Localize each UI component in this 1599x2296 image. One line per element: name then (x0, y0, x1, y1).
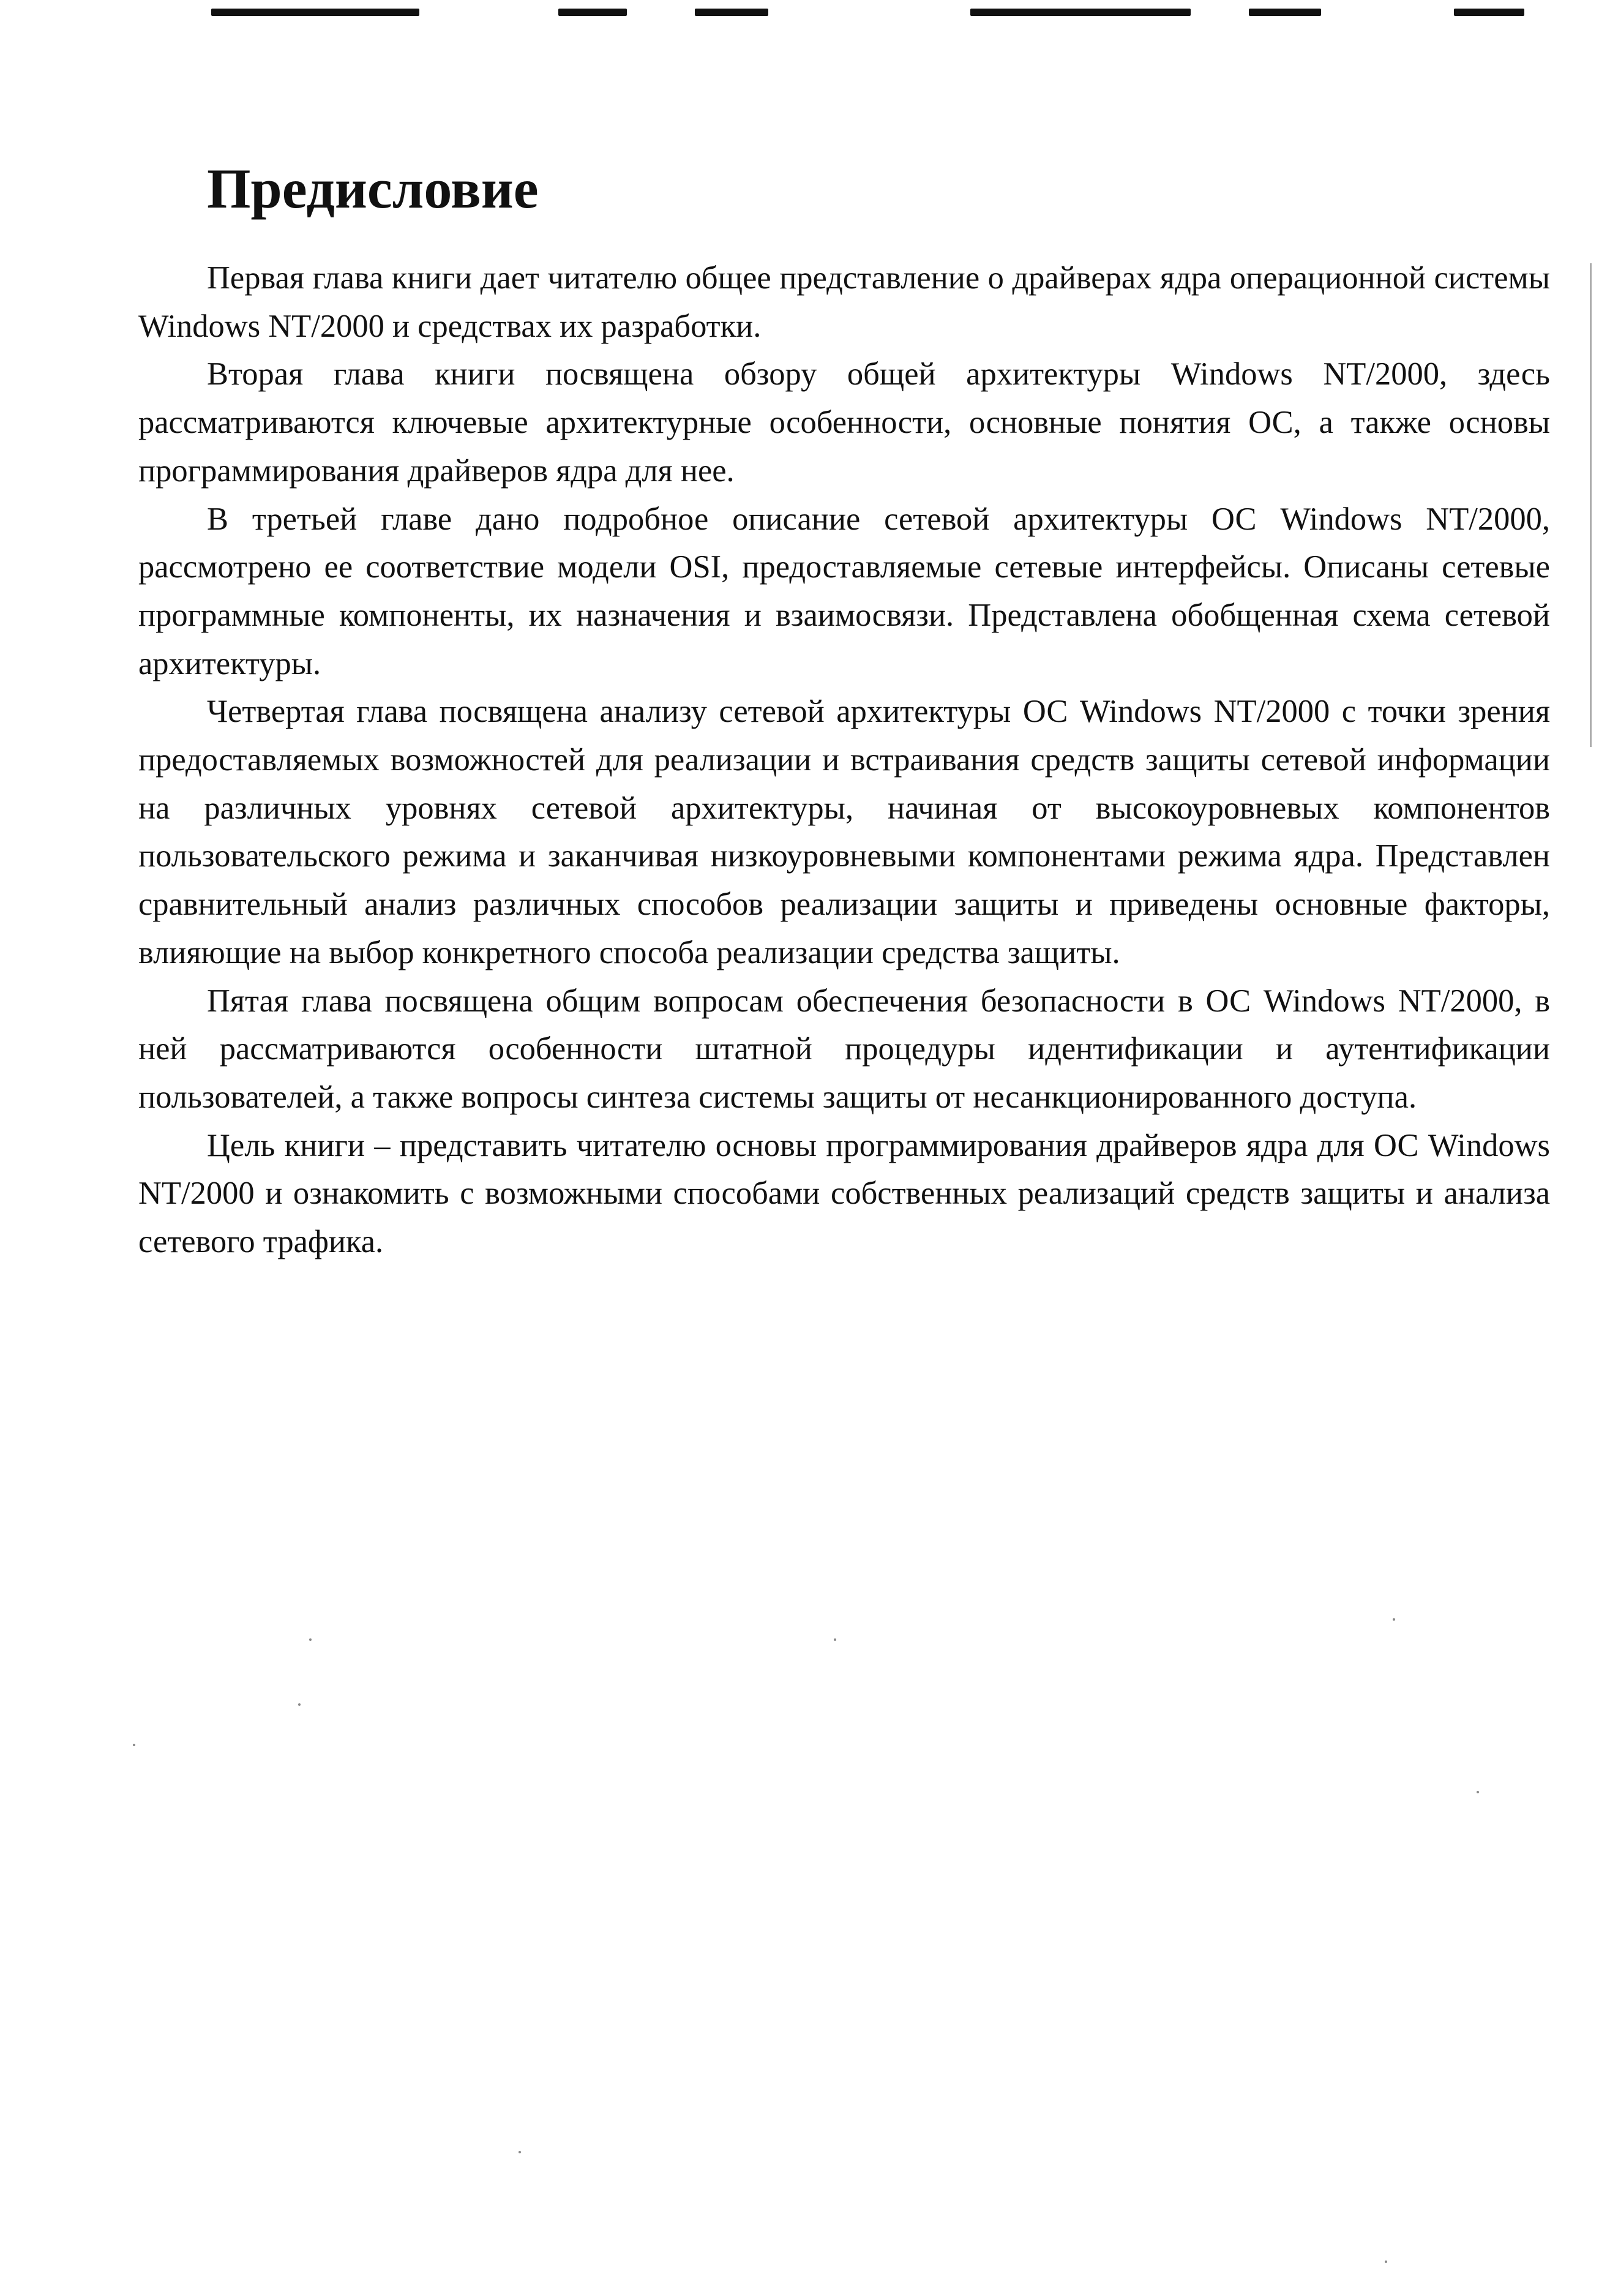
scan-mark (1454, 9, 1524, 16)
paragraph-chapter-5: Пятая глава посвящена общим вопросам обеспечения безопасности в ОС Windows NT/2000, в ней рассматриваются особенности штатной процедуры идентификации и аутентификации пользователей, а также вопросы синтеза системы защиты от несанкционированного доступа. (138, 983, 1550, 1115)
scan-speck (519, 2151, 521, 2153)
scan-speck (1385, 2260, 1387, 2263)
scan-speck (309, 1638, 312, 1641)
scan-mark (211, 9, 419, 16)
scan-speck (133, 1744, 135, 1746)
scan-speck (1393, 1618, 1395, 1621)
body-text (138, 254, 1550, 1266)
scan-edge-line (1590, 263, 1592, 747)
paragraph-chapter-2: Вторая глава книги посвящена обзору общей архитектуры Windows NT/2000, здесь рассматриваются ключевые архитектурные особенности, основные понятия ОС, а также основы программирования драйверов ядра для нее. (138, 356, 1550, 489)
scan-speck (298, 1703, 301, 1706)
paragraph-chapter-4: Четвертая глава посвящена анализу сетевой архитектуры ОС Windows NT/2000 с точки зрения предоставляемых возможностей для реализации и встраивания средств защиты сетевой информации на различных уровнях сетевой архитектуры, начиная от высокоуровневых компонентов пользовательского режима и заканчивая низкоуровневыми компонентами режима ядра. Представлен сравнительный анализ различных способов реализации защиты и приведены основные факторы, влияющие на выбор конкретного способа реализации средства защиты. (138, 694, 1550, 970)
page-title: Предисловие (207, 157, 539, 220)
paragraph-chapter-3: В третьей главе дано подробное описание сетевой архитектуры ОС Windows NT/2000, рассмотрено ее соответствие модели OSI, предоставляемые сетевые интерфейсы. Описаны сетевые программные компоненты, их назначения и взаимосвязи. Представлена обобщенная схема сетевой архитектуры. (138, 501, 1550, 681)
paragraph-chapter-1: Первая глава книги дает читателю общее представление о драйверах ядра операционной системы Windows NT/2000 и средствах их разработки. (138, 260, 1550, 344)
scan-mark (695, 9, 768, 16)
scan-mark (558, 9, 627, 16)
paragraph-book-goal: Цель книги – представить читателю основы программирования драйверов ядра для ОС Windows NT/2000 и ознакомить с возможными способами собственных реализаций средств защиты и анализа сетевого трафика. (138, 1127, 1550, 1260)
scan-speck (1477, 1791, 1479, 1793)
scan-speck (834, 1638, 836, 1641)
scan-mark (970, 9, 1191, 16)
scan-mark (1249, 9, 1321, 16)
